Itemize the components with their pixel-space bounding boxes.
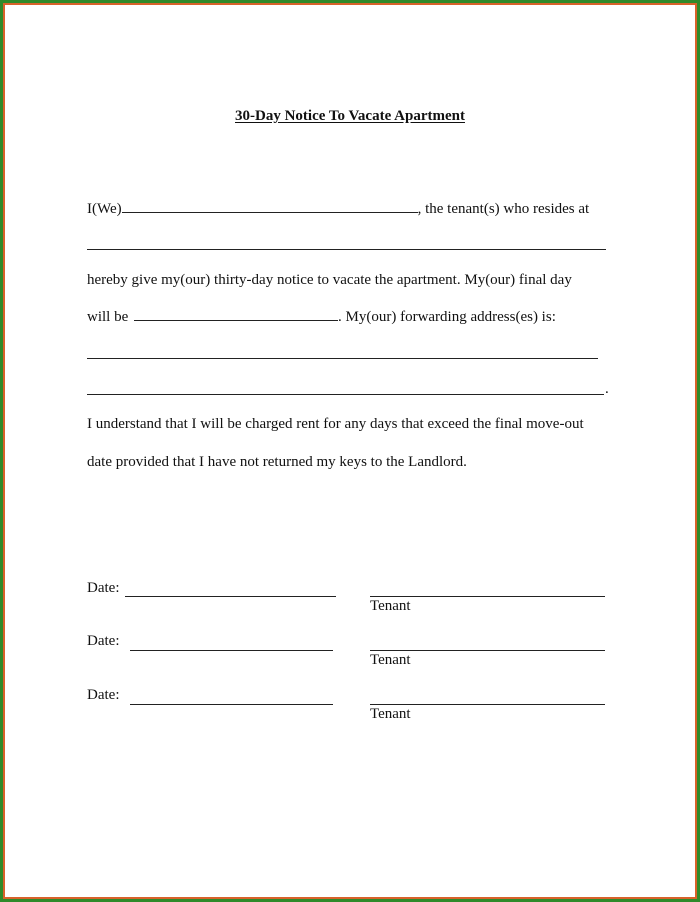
residence-address-field[interactable] — [87, 249, 606, 250]
forwarding-address-field-1[interactable] — [87, 358, 598, 359]
date-field[interactable] — [130, 650, 333, 651]
tenant-name-field[interactable] — [122, 199, 418, 213]
date-label: Date: — [87, 580, 120, 596]
rent-terms-line-2: date provided that I have not returned my keys to the Landlord. — [87, 454, 467, 470]
tenant-name-suffix: , the tenant(s) who resides at — [417, 201, 590, 217]
forwarding-address-field-2[interactable] — [87, 394, 604, 395]
tenant-label: Tenant — [370, 652, 411, 668]
tenant-name-prefix: I(We) — [87, 201, 122, 217]
date-label: Date: — [87, 687, 120, 703]
page-frame-inner — [3, 3, 697, 899]
date-label: Date: — [87, 633, 120, 649]
final-day-suffix: . My(our) forwarding address(es) is: — [338, 309, 556, 325]
date-field[interactable] — [130, 704, 333, 705]
address-end-period: . — [605, 381, 609, 397]
final-day-prefix: will be — [87, 309, 129, 325]
date-field[interactable] — [125, 596, 336, 597]
tenant-name-line — [87, 199, 589, 218]
notice-text-line-1: hereby give my(our) thirty-day notice to vacate the apartment. My(our) final day — [87, 272, 572, 288]
document-title: 30-Day Notice To Vacate Apartment — [235, 108, 465, 124]
final-day-field[interactable] — [134, 307, 338, 321]
final-day-line — [87, 307, 556, 326]
tenant-label: Tenant — [370, 598, 411, 614]
tenant-label: Tenant — [370, 706, 411, 722]
rent-terms-line-1: I understand that I will be charged rent for any days that exceed the final move-out — [87, 416, 584, 432]
